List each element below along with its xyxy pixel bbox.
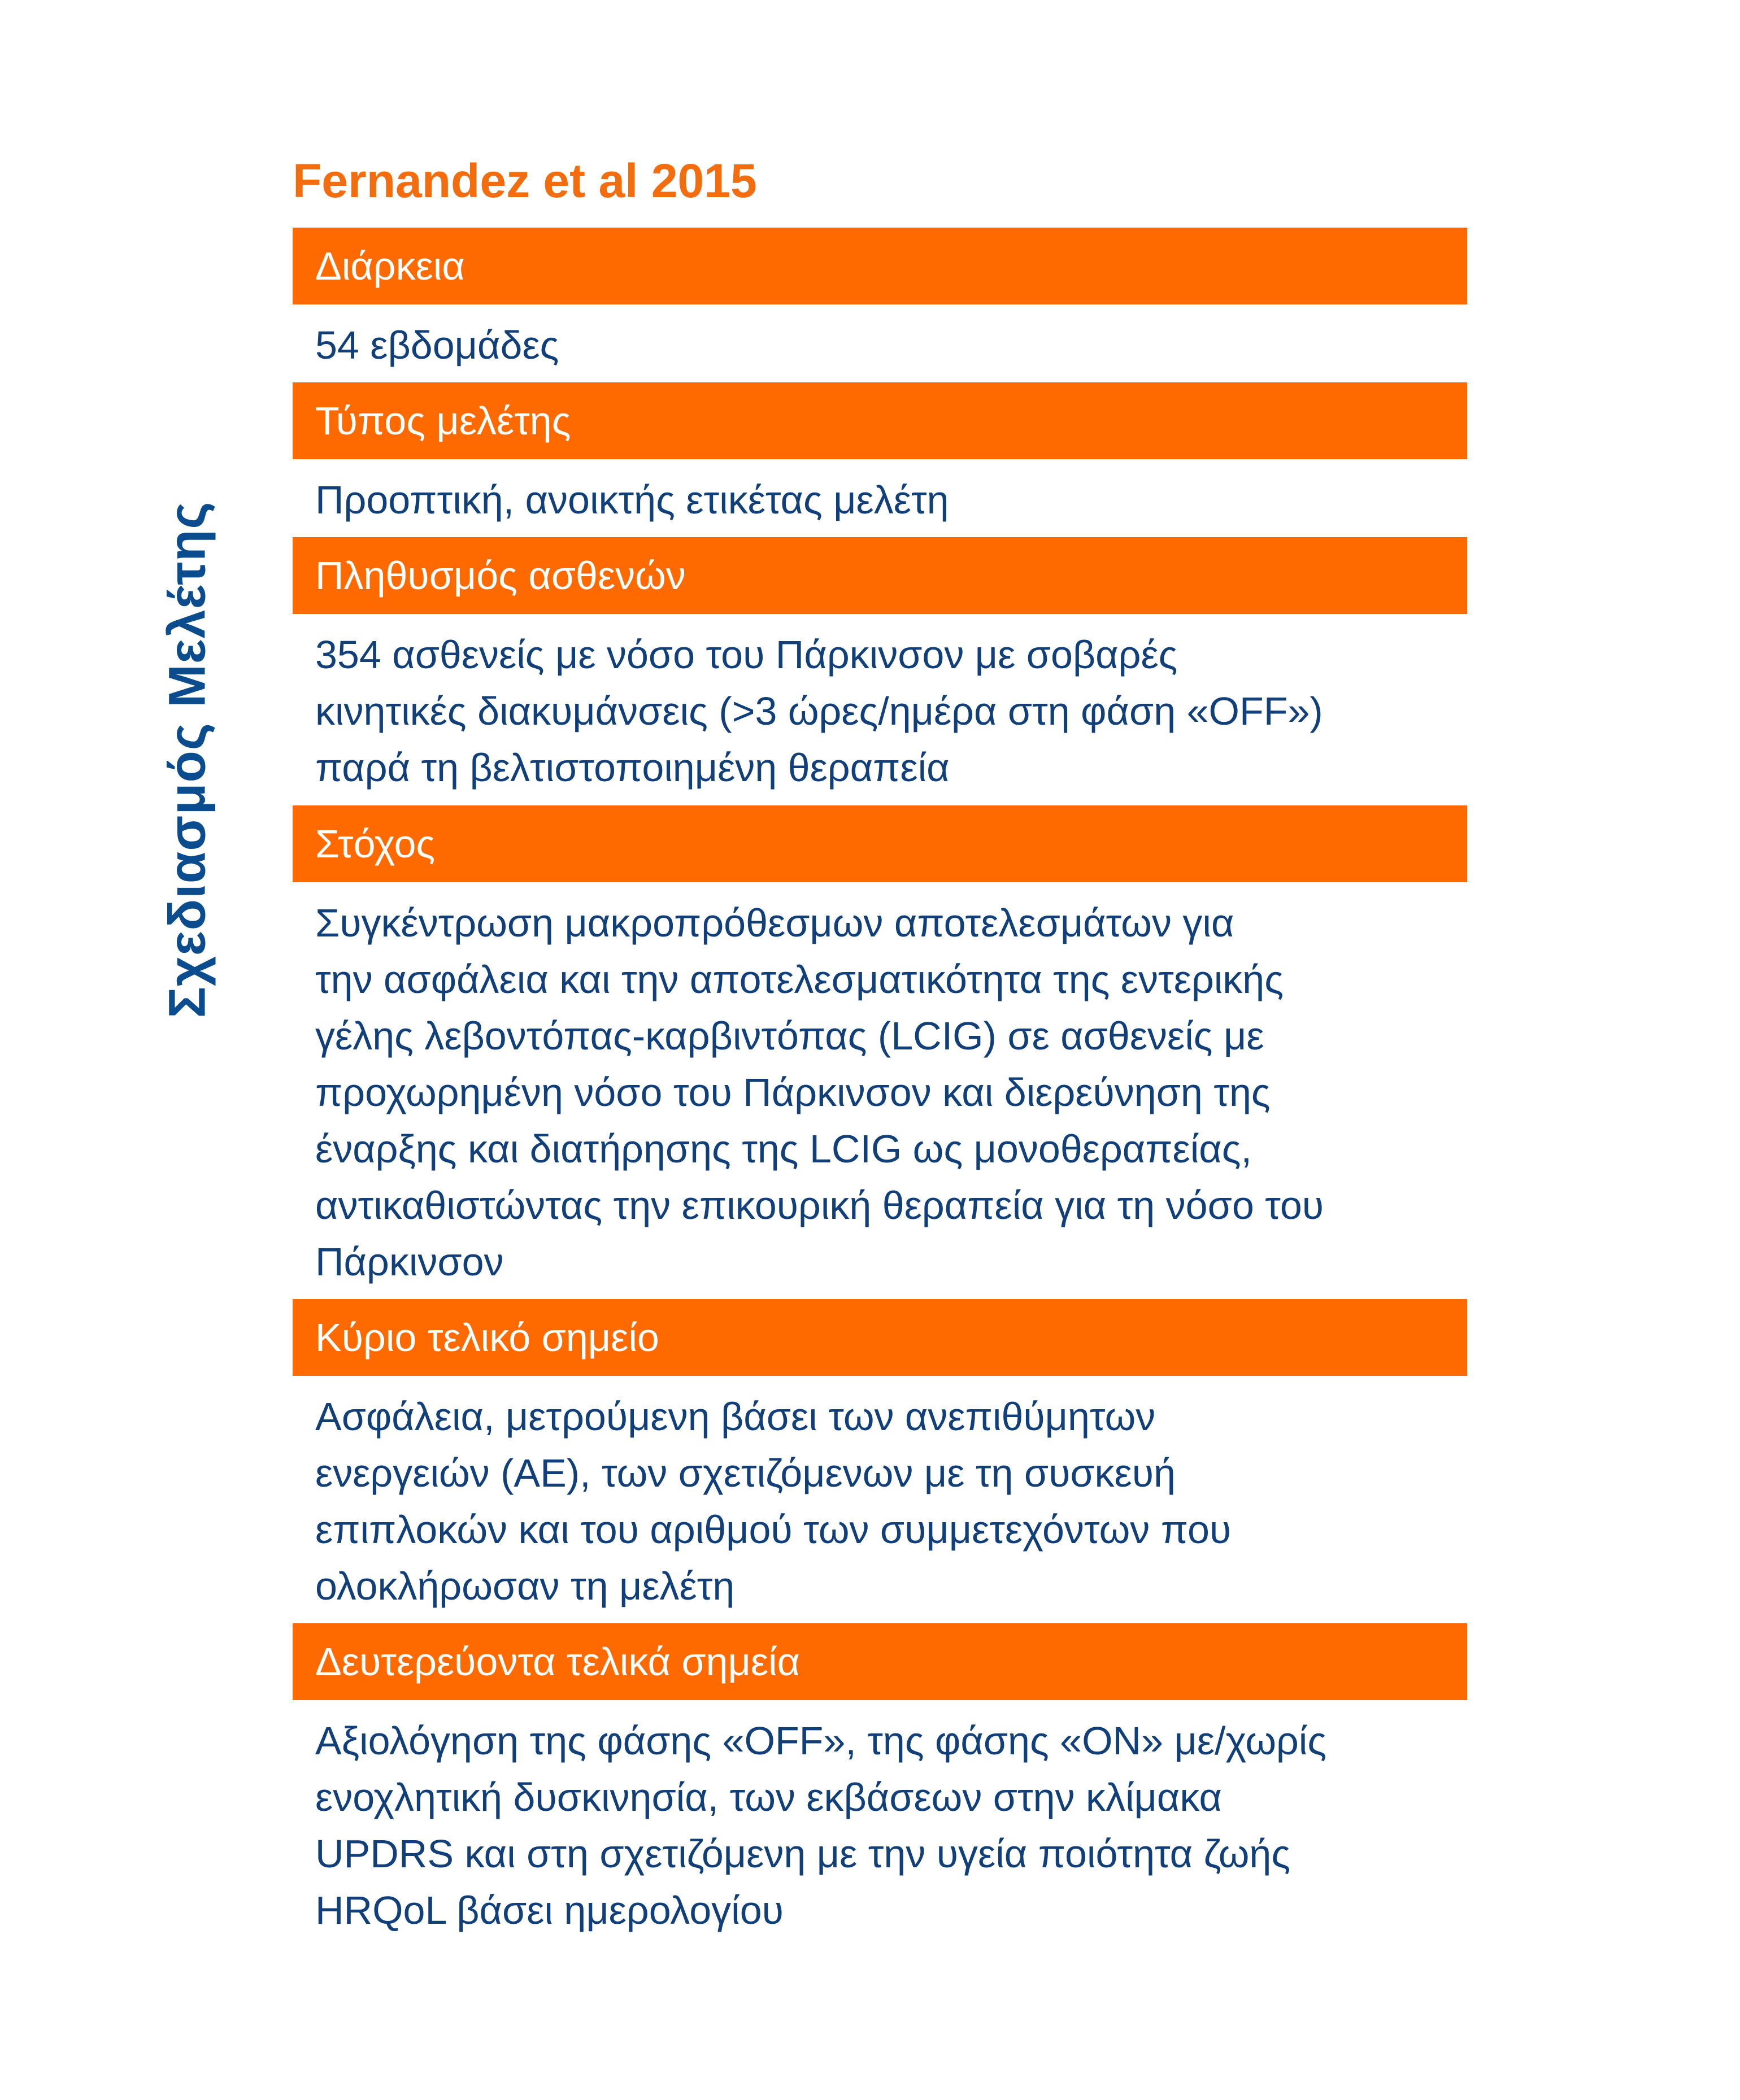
section-header-bar (293, 382, 1467, 459)
section-line: Ασφάλεια, μετρούμενη βάσει των ανεπιθύμητων (315, 1395, 1156, 1439)
section-header-bar (293, 537, 1467, 614)
section-line: την ασφάλεια και την αποτελεσματικότητα της εντερικής (315, 957, 1284, 1001)
section-line: UPDRS και στη σχετιζόμενη με την υγεία ποιότητα ζωής (315, 1832, 1291, 1876)
section-line: παρά τη βελτιστοποιημένη θεραπεία (315, 746, 950, 790)
section-body (315, 1388, 1462, 1614)
section-header: Κύριο τελικό σημείο (315, 1315, 659, 1360)
page-title: Fernandez et al 2015 (293, 154, 757, 207)
section-line: προχωρημένη νόσο του Πάρκινσον και διερεύνηση της (315, 1070, 1271, 1114)
side-title-text: Σχεδιασμός Μελέτης (158, 501, 216, 1018)
section-line: κινητικές διακυμάνσεις (>3 ώρες/ημέρα στη φάση «OFF») (315, 689, 1323, 733)
section-line: HRQoL βάσει ημερολογίου (315, 1888, 784, 1932)
section-header: Διάρκεια (315, 244, 465, 288)
section-line: Συγκέντρωση μακροπρόθεσμων αποτελεσμάτων για (315, 901, 1234, 945)
section-line: γέλης λεβοντόπας-καρβιντόπας (LCIG) σε ασθενείς με (315, 1014, 1264, 1058)
section-line: έναρξης και διατήρησης της LCIG ως μονοθεραπείας, (315, 1127, 1252, 1171)
section-header-bar (293, 1623, 1467, 1700)
section-header-bar (293, 1299, 1467, 1376)
section-line: αντικαθιστώντας την επικουρική θεραπεία για τη νόσο του (315, 1183, 1324, 1227)
section-header-bar (293, 805, 1467, 882)
section-line: επιπλοκών και του αριθμού των συμμετεχόντων που (315, 1508, 1232, 1552)
section-line: ενεργειών (AE), των σχετιζόμενων με τη συσκευή (315, 1451, 1176, 1495)
section-line: ολοκλήρωσαν τη μελέτη (315, 1564, 735, 1608)
section-body (315, 895, 1462, 1290)
section-line: Προοπτική, ανοικτής ετικέτας μελέτη (315, 478, 949, 522)
section-line: ενοχλητική δυσκινησία, των εκβάσεων στην κλίμακα (315, 1775, 1222, 1819)
section-body (315, 626, 1462, 796)
section-line: 354 ασθενείς με νόσο του Πάρκινσον με σοβαρές (315, 633, 1178, 677)
section-body (315, 472, 1462, 528)
section-line: Αξιολόγηση της φάσης «OFF», της φάσης «ON» με/χωρίς (315, 1719, 1327, 1763)
section-line: Πάρκινσον (315, 1240, 504, 1284)
section-header-bar (293, 228, 1467, 304)
section-header: Πληθυσμός ασθενών (315, 554, 686, 598)
section-line: 54 εβδομάδες (315, 323, 559, 367)
section-body (315, 317, 1462, 373)
section-header: Στόχος (315, 822, 436, 866)
section-header: Τύπος μελέτης (315, 399, 571, 443)
section-body (315, 1713, 1462, 1938)
section-header: Δευτερεύοντα τελικά σημεία (315, 1640, 801, 1684)
